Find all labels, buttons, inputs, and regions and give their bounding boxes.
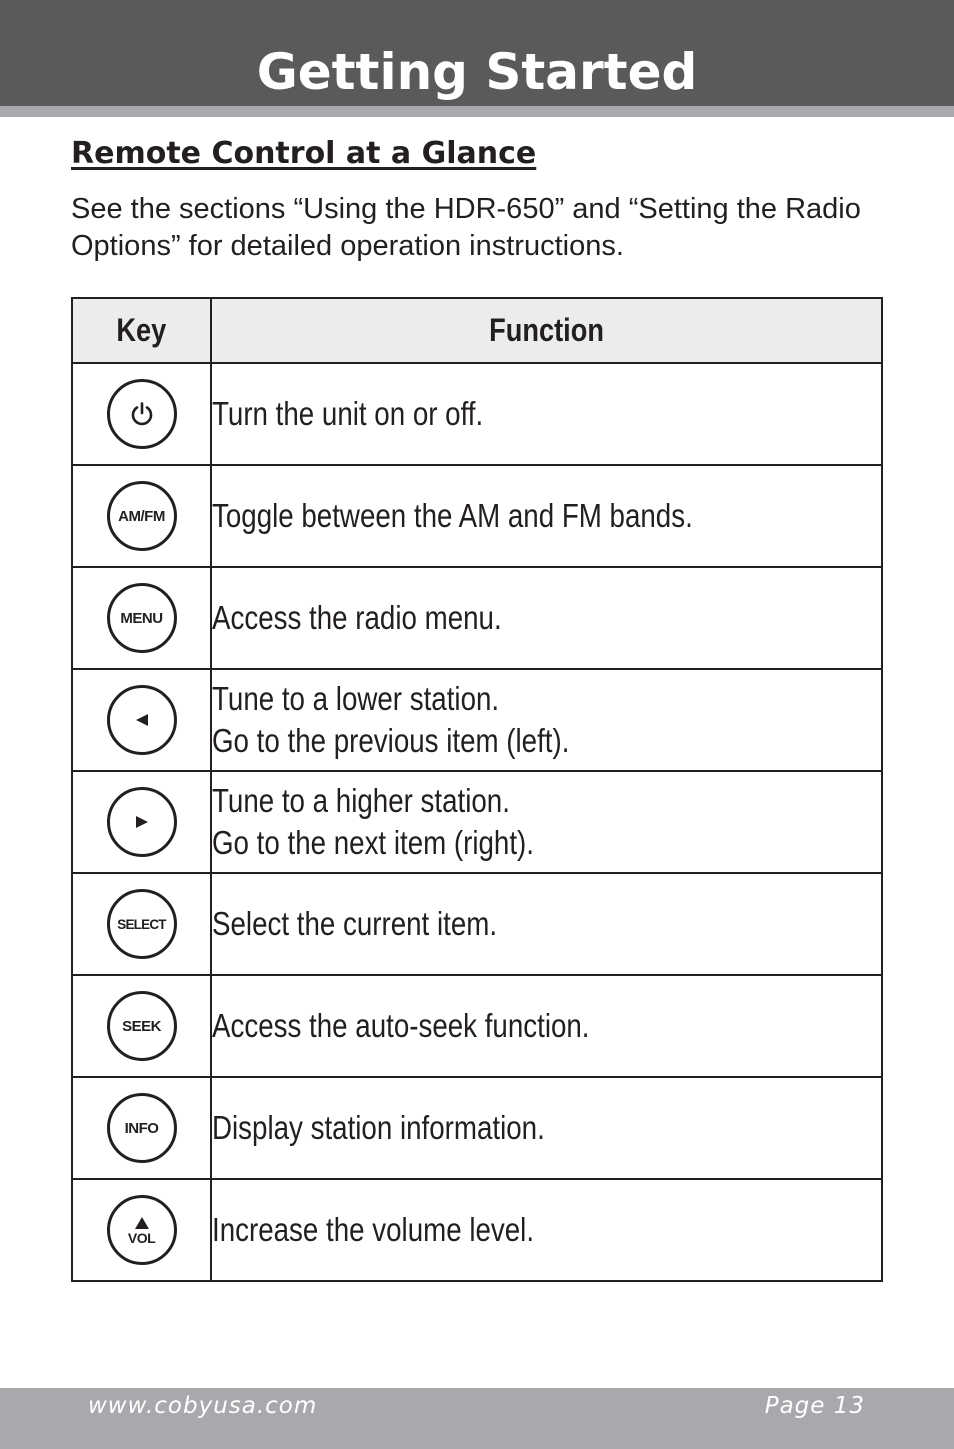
- right-arrow-icon: [133, 813, 151, 831]
- key-cell: [72, 465, 211, 567]
- table-row: [72, 465, 882, 567]
- key-cell: [72, 1179, 211, 1281]
- table-row: [72, 363, 882, 465]
- left-arrow-icon: [133, 711, 151, 729]
- function-text: Go to the previous item (left).: [212, 722, 570, 759]
- function-column-header: Function: [211, 298, 882, 363]
- function-text: Select the current item.: [212, 905, 498, 942]
- volume-up-button: [107, 1195, 177, 1265]
- function-text: Tune to a lower station.: [212, 680, 500, 717]
- left-button: [107, 685, 177, 755]
- key-cell: [72, 1077, 211, 1179]
- function-cell: [211, 1077, 882, 1179]
- page-title: Getting Started: [256, 43, 698, 101]
- section-heading: Remote Control at a Glance: [71, 136, 537, 171]
- info-button: INFO: [107, 1093, 177, 1163]
- key-cell: [72, 567, 211, 669]
- power-button: [107, 379, 177, 449]
- function-text: Increase the volume level.: [212, 1211, 535, 1248]
- function-cell: [211, 669, 882, 771]
- function-text: Display station information.: [212, 1109, 545, 1146]
- table-row: [72, 1179, 882, 1281]
- right-button: [107, 787, 177, 857]
- function-cell: [211, 771, 882, 873]
- function-text: Turn the unit on or off.: [212, 395, 484, 432]
- power-icon: [129, 401, 155, 427]
- intro-text: See the sections “Using the HDR-650” and “Setting the Radio Options” for detailed operation instructions.: [71, 193, 861, 262]
- table-header-row: [72, 298, 882, 363]
- table-row: [72, 975, 882, 1077]
- function-text: Toggle between the AM and FM bands.: [212, 497, 693, 534]
- table-row: [72, 567, 882, 669]
- table-row: [72, 771, 882, 873]
- key-cell: [72, 363, 211, 465]
- amfm-button: AM/FM: [107, 481, 177, 551]
- table-row: [72, 873, 882, 975]
- function-cell: [211, 975, 882, 1077]
- volume-up-icon: [134, 1216, 150, 1230]
- key-cell: [72, 669, 211, 771]
- table-row: [72, 1077, 882, 1179]
- function-cell: [211, 465, 882, 567]
- key-cell: [72, 771, 211, 873]
- function-cell: [211, 363, 882, 465]
- page-number: Page 13: [764, 1393, 865, 1419]
- function-cell: [211, 567, 882, 669]
- key-function-table: [71, 297, 883, 1282]
- menu-button: MENU: [107, 583, 177, 653]
- function-text: Access the auto-seek function.: [212, 1007, 590, 1044]
- footer-url: www.cobyusa.com: [88, 1393, 318, 1419]
- function-text: Access the radio menu.: [212, 599, 502, 636]
- key-cell: [72, 873, 211, 975]
- function-cell: [211, 1179, 882, 1281]
- volume-label: VOL: [127, 1229, 156, 1246]
- table-row: [72, 669, 882, 771]
- function-text: Go to the next item (right).: [212, 824, 534, 861]
- key-column-header: Key: [72, 298, 211, 363]
- header-rule: [0, 106, 954, 117]
- select-button: SELECT: [107, 889, 177, 959]
- key-cell: [72, 975, 211, 1077]
- function-cell: [211, 873, 882, 975]
- function-text: Tune to a higher station.: [212, 782, 510, 819]
- seek-button: SEEK: [107, 991, 177, 1061]
